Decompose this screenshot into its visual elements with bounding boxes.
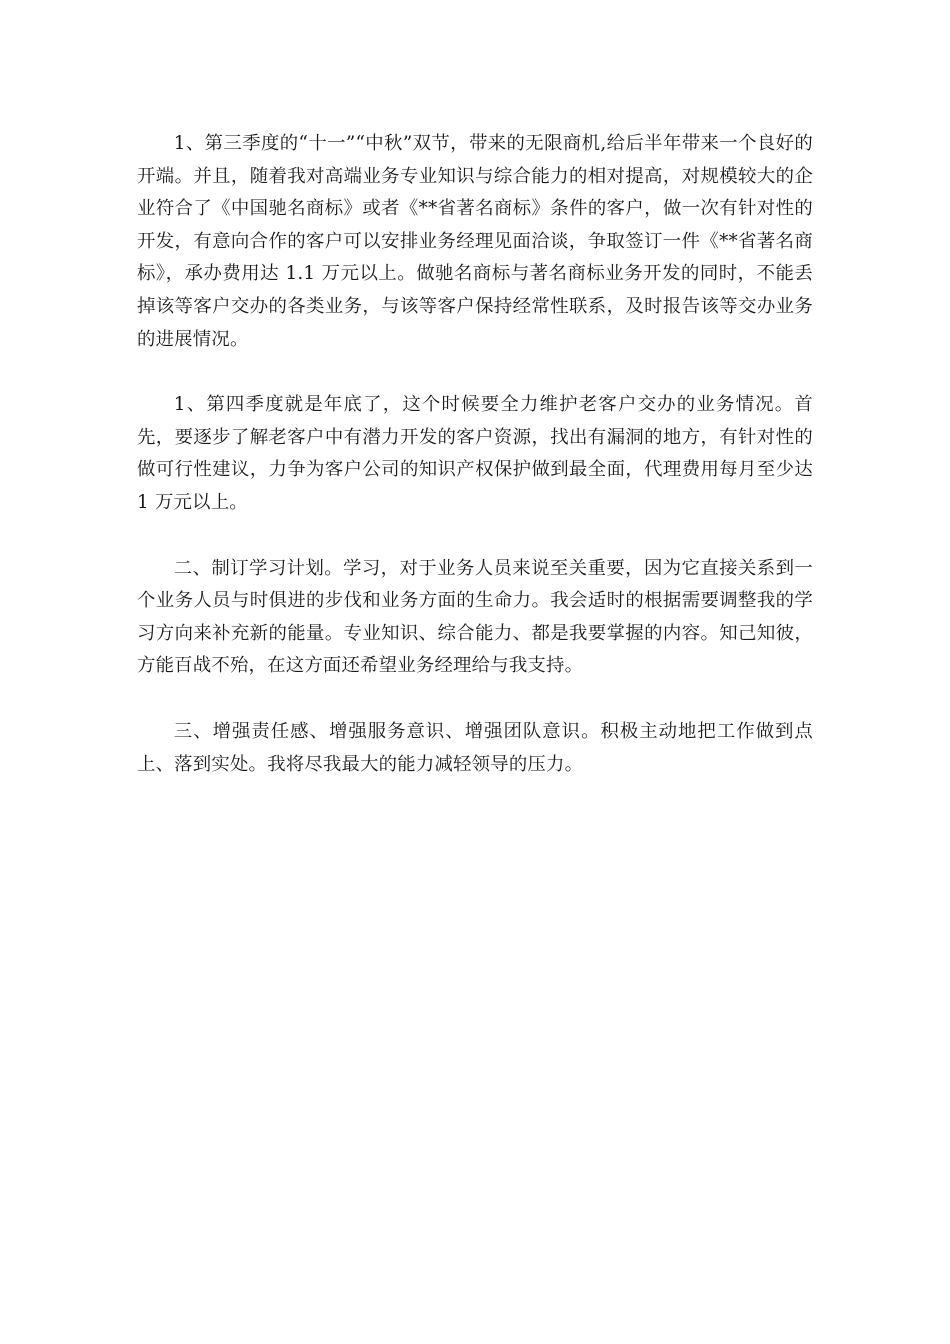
paragraph-study-plan: 二、制订学习计划。学习，对于业务人员来说至关重要，因为它直接关系到一个业务人员与时俱进的步伐和业务方面的生命力。我会适时的根据需要调整我的学习方向来补充新的能量。专业知识、综合能力、都是我要掌握的内容。知己知彼，方能百战不殆，在这方面还希望业务经理给与我支持。 [137, 557, 813, 677]
paragraph-responsibility: 三、增强责任感、增强服务意识、增强团队意识。积极主动地把工作做到点上、落到实处。我将尽我最大的能力减轻领导的压力。 [137, 720, 813, 775]
paragraph-q3-plan: 1、第三季度的“十一”“中秋”双节，带来的无限商机,给后半年带来一个良好的开端。并且，随着我对高端业务专业知识与综合能力的相对提高，对规模较大的企业符合了《中国驰名商标》或者《**省著名商标》条件的客户，做一次有针对性的开发，有意向合作的客户可以安排业务经理见面洽谈，争取签订一件《**省著名商标》，承办费用达 1.1 万元以上。做驰名商标与著名商标业务开发的同时，不能丢掉该等客户交办的各类业务，与该等客户保持经常性联系，及时报告该等交办业务的进展情况。 [137, 133, 813, 350]
paragraph-q4-plan: 1、第四季度就是年底了，这个时候要全力维护老客户交办的业务情况。首先，要逐步了解老客户中有潜力开发的客户资源，找出有漏洞的地方，有针对性的做可行性建议，力争为客户公司的知识产权保护做到最全面，代理费用每月至少达 1 万元以上。 [137, 394, 813, 513]
document-page [137, 128, 813, 814]
